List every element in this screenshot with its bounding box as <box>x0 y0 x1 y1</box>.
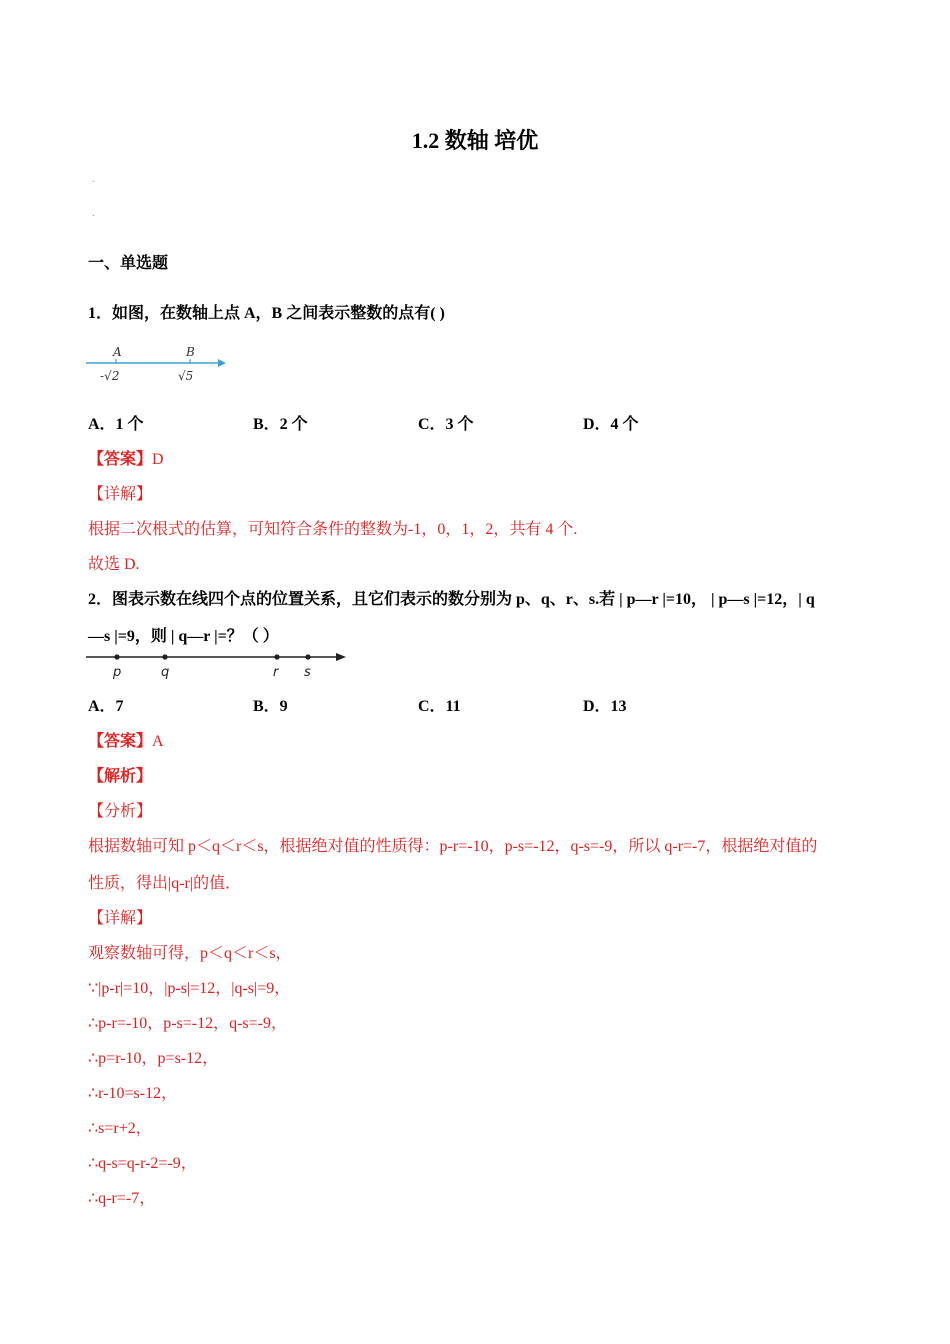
question-1-number-line <box>86 340 226 386</box>
value-b: √5 <box>178 369 194 383</box>
paragraph-mark: . <box>92 174 95 185</box>
option-d: D．4 个 <box>583 416 639 433</box>
paragraph-mark: . <box>92 208 95 219</box>
explanation: 根据二次根式的估算，可知符合条件的整数为-1，0，1，2，共有 4 个. <box>88 521 578 538</box>
label-p: p <box>113 665 122 680</box>
step-8: ∴q-r=-7， <box>88 1190 156 1207</box>
option-c: C．3 个 <box>418 416 474 433</box>
step-2: ∵|p-r|=10，|p-s|=12，|q-s|=9， <box>88 980 291 997</box>
question-2-stem-cont: —s |=9，则 | q—r |=？（ ） <box>88 628 279 645</box>
conclusion: 故选 D. <box>88 556 140 573</box>
answer-tag: 【答案】 <box>88 451 153 468</box>
answer-line <box>88 446 164 469</box>
label-q: q <box>161 665 170 680</box>
analysis-tag: 【解析】 <box>88 768 153 785</box>
label-a: A <box>113 345 122 359</box>
detail-tag: 【详解】 <box>88 486 153 503</box>
option-a: A．7 <box>88 698 124 715</box>
value-a: -√2 <box>100 369 120 383</box>
option-b: B．9 <box>253 698 288 715</box>
step-7: ∴q-s=q-r-2=-9， <box>88 1155 197 1172</box>
detail-tag: 【详解】 <box>88 910 153 927</box>
option-b: B．2 个 <box>253 416 308 433</box>
answer-value: A <box>152 733 164 750</box>
answer-value: D <box>152 451 164 468</box>
step-1: 观察数轴可得，p＜q＜r＜s， <box>88 945 292 962</box>
option-c: C．11 <box>418 698 461 715</box>
step-4: ∴p=r-10，p=s-12， <box>88 1050 219 1067</box>
question-1-stem: 1．如图，在数轴上点 A，B 之间表示整数的点有( ) <box>88 305 445 322</box>
section-heading: 一、单选题 <box>88 255 169 272</box>
fenxi-text-cont: 性质，得出|q-r|的值． <box>88 875 242 892</box>
question-2-number-line <box>86 648 348 682</box>
option-a: A．1 个 <box>88 416 144 433</box>
label-b: B <box>186 345 195 359</box>
fenxi-text: 根据数轴可知 p＜q＜r＜s，根据绝对值的性质得：p-r=-10，p-s=-12，q-s=-9，所以 q-r=-7，根据绝对值的 <box>88 838 818 855</box>
fenxi-tag: 【分析】 <box>88 803 153 820</box>
option-d: D．13 <box>583 698 627 715</box>
answer-tag: 【答案】 <box>88 733 153 750</box>
step-6: ∴s=r+2， <box>88 1120 152 1137</box>
page-title: 1.2 数轴 培优 <box>411 128 539 153</box>
step-3: ∴p-r=-10，p-s=-12，q-s=-9， <box>88 1015 288 1032</box>
label-s: s <box>304 665 311 680</box>
question-2-stem: 2．图表示数在线四个点的位置关系，且它们表示的数分别为 p、q、r、s.若 | p—r |=10， | p—s |=12，| q <box>88 591 815 608</box>
step-5: ∴r-10=s-12， <box>88 1085 178 1102</box>
label-r: r <box>273 665 279 680</box>
answer-line <box>88 728 164 751</box>
